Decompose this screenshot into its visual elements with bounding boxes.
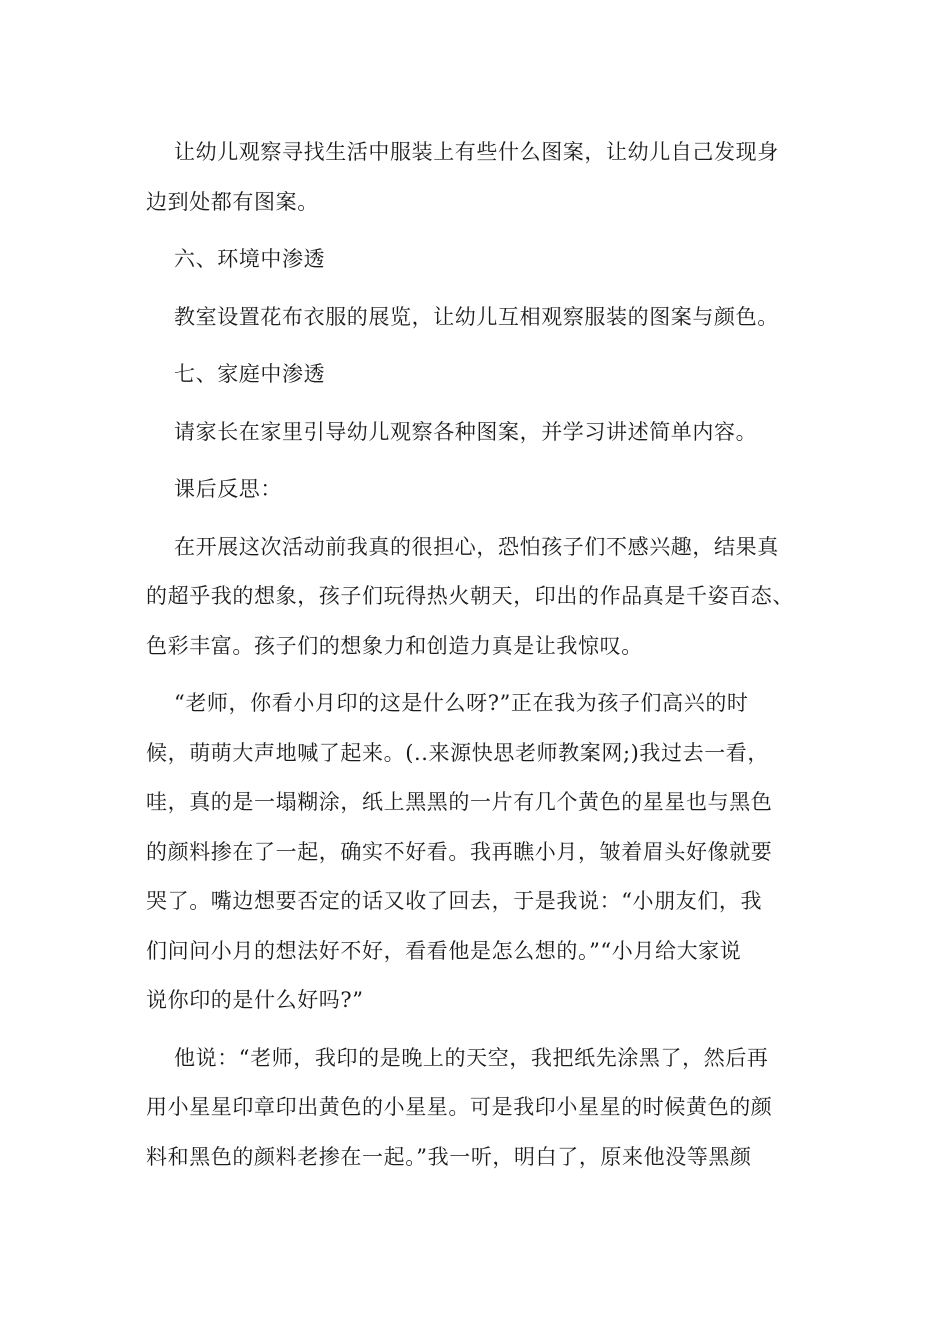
text-line: 七、家庭中渗透 xyxy=(174,362,326,386)
text-line: 他说：“老师，我印的是晚上的天空，我把纸先涂黑了，然后再 xyxy=(174,1045,769,1070)
text-line: 教室设置花布衣服的展览，让幼儿互相观察服装的图案与颜色。 xyxy=(174,304,779,329)
text-line: “老师，你看小月印的这是什么呀?”正在我为孩子们高兴的时 xyxy=(174,691,749,715)
paragraph-observe-clothing xyxy=(146,128,816,227)
text-line: 哭了。嘴边想要否定的话又收了回去，于是我说：“小朋友们，我 xyxy=(146,889,763,913)
paragraph-classroom-display xyxy=(146,293,816,343)
paragraph-xiaoyue-story xyxy=(146,679,816,1026)
text-line: 用小星星印章印出黄色的小星星。可是我印小星星的时候黄色的颜 xyxy=(146,1095,773,1119)
paragraph-xiaoyue-explains xyxy=(146,1034,816,1183)
section-heading-family xyxy=(146,350,816,400)
text-line: 六、环境中渗透 xyxy=(174,247,326,271)
text-line: 课后反思： xyxy=(174,477,282,501)
text-line: 色彩丰富。孩子们的想象力和创造力真是让我惊叹。 xyxy=(146,633,643,658)
text-line: 料和黑色的颜料老掺在一起。”我一听，明白了，原来他没等黑颜 xyxy=(146,1144,752,1169)
text-line: 边到处都有图案。 xyxy=(146,189,319,214)
paragraph-reflection-intro xyxy=(146,523,816,672)
paragraph-parents-guide xyxy=(146,408,816,458)
text-line: 的超乎我的想象，孩子们玩得热火朝天，印出的作品真是千姿百态、 xyxy=(146,584,794,608)
text-line: 们问问小月的想法好不好，看看他是怎么想的。”“小月给大家说 xyxy=(146,938,742,963)
text-line: 在开展这次活动前我真的很担心，恐怕孩子们不感兴趣，结果真 xyxy=(174,534,779,559)
text-line: 哇，真的是一塌糊涂，纸上黑黑的一片有几个黄色的星星也与黑色 xyxy=(146,790,773,814)
text-line: 候，萌萌大声地喊了起来。(..来源快思老师教案网;)我过去一看， xyxy=(146,740,770,765)
text-line: 请家长在家里引导幼儿观察各种图案，并学习讲述简单内容。 xyxy=(174,419,758,444)
text-line: 说你印的是什么好吗?” xyxy=(146,988,364,1012)
document-page xyxy=(146,128,816,1190)
section-heading-environment xyxy=(146,235,816,285)
text-line: 的颜料掺在了一起，确实不好看。我再瞧小月，皱着眉头好像就要 xyxy=(146,839,773,864)
text-line: 让幼儿观察寻找生活中服装上有些什么图案，让幼儿自己发现身 xyxy=(174,140,779,164)
section-heading-reflection xyxy=(146,465,816,515)
